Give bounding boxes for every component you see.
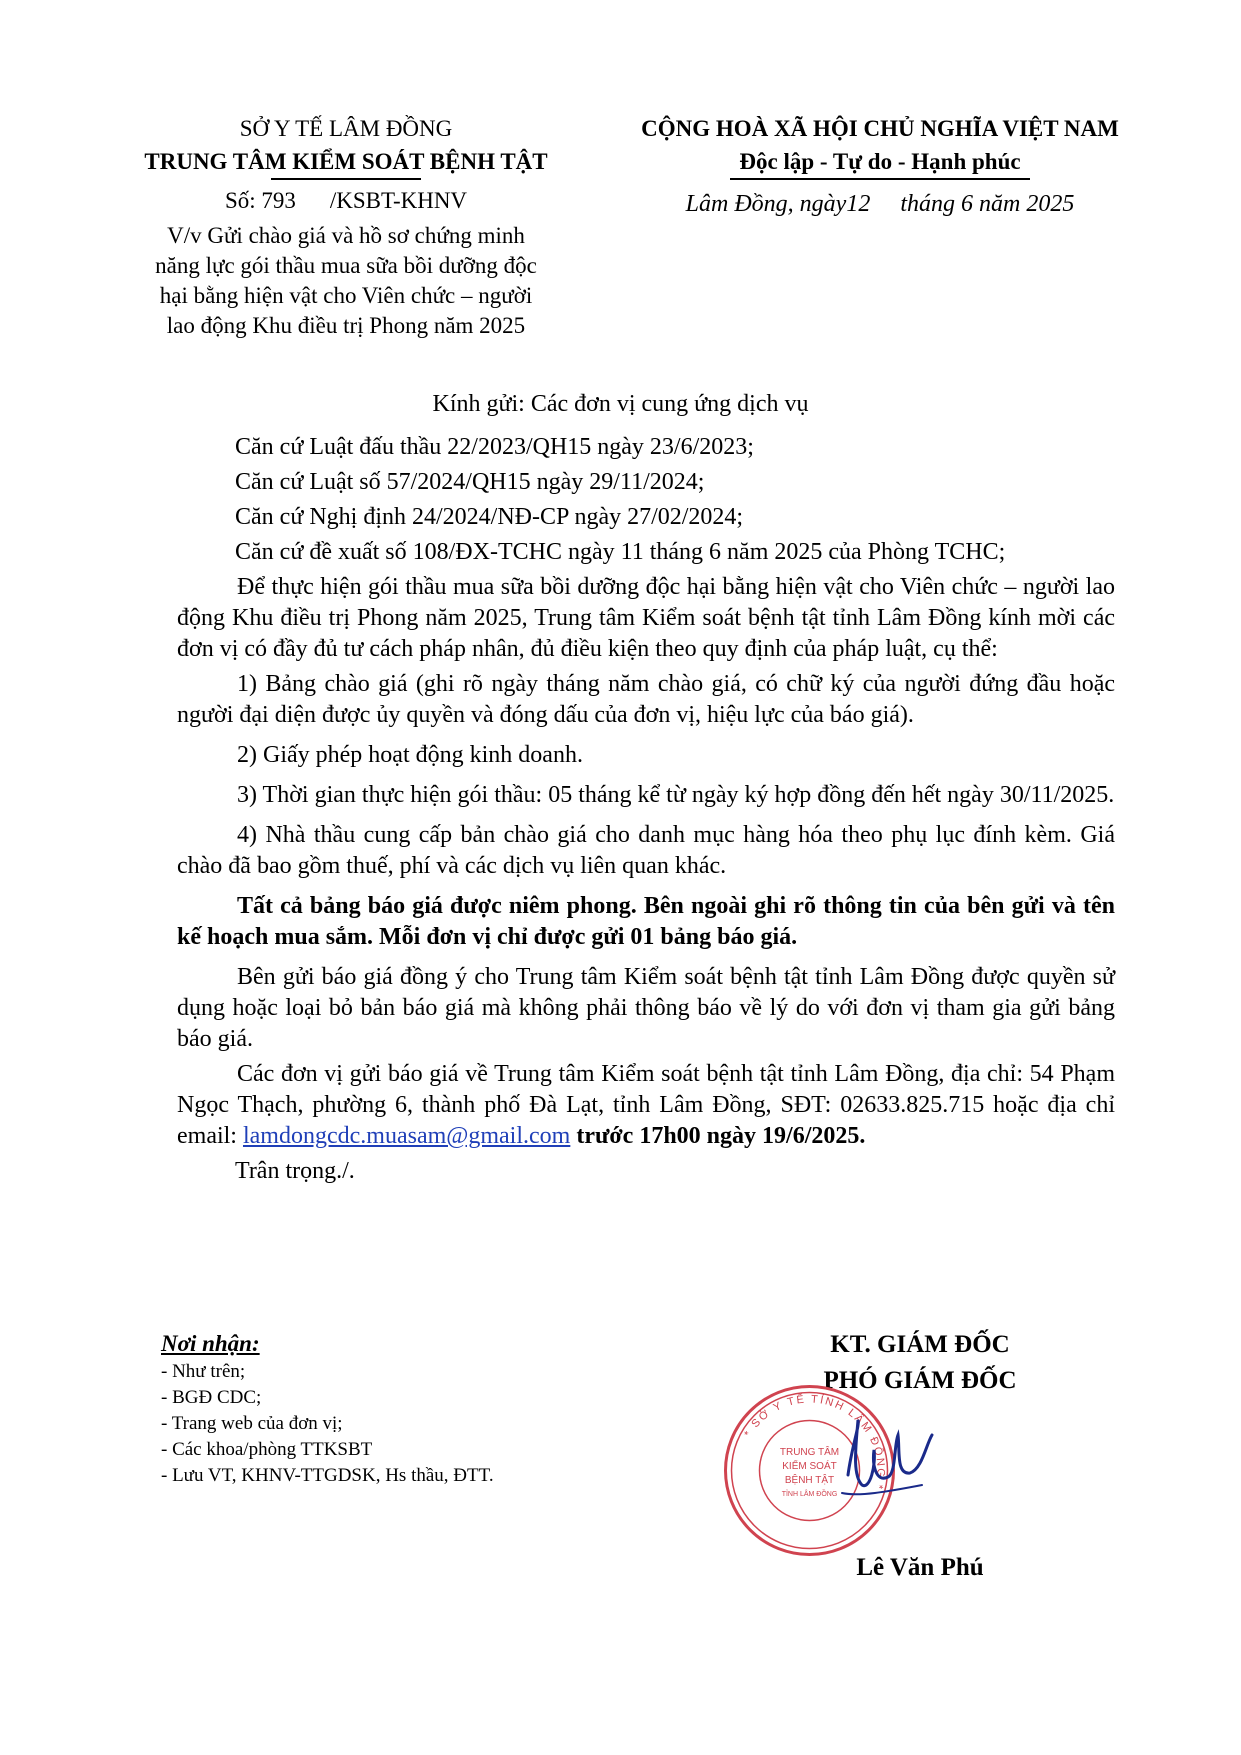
signer-title-2: PHÓ GIÁM ĐỐC bbox=[823, 1367, 1017, 1394]
recipients-block bbox=[161, 1329, 621, 1489]
svg-text:KIỂM SOÁT: KIỂM SOÁT bbox=[782, 1461, 837, 1472]
date-rest: tháng 6 năm 2025 bbox=[900, 191, 1075, 217]
closing-line: Trân trọng./. bbox=[235, 1158, 355, 1184]
address-text: Các đơn vị gửi báo giá về Trung tâm Kiểm soát bệnh tật tỉnh Lâm Đồng, địa chỉ: 54 Phạm Ngọc Thạch, phường 6, thành phố Đà Lạt, tỉnh Lâm Đồng, SĐT: 02633.825.715 hoặc địa chỉ email: bbox=[177, 1061, 1115, 1149]
center-name-underline bbox=[271, 178, 421, 180]
svg-text:TỈNH LÂM ĐỒNG: TỈNH LÂM ĐỒNG bbox=[781, 1491, 838, 1498]
requirement-item: 2) Giấy phép hoạt động kinh doanh. bbox=[237, 742, 583, 768]
nation-title: CỘNG HOÀ XÃ HỘI CHỦ NGHĨA VIỆT NAM bbox=[641, 116, 1119, 141]
recipient-list-item: - Lưu VT, KHNV-TTGDSK, Hs thầu, ĐTT. bbox=[161, 1465, 494, 1486]
requirement-item: 3) Thời gian thực hiện gói thầu: 05 tháng kể từ ngày ký hợp đồng đến hết ngày 30/11/2025. bbox=[237, 782, 1115, 808]
recipient-list-item: - BGĐ CDC; bbox=[161, 1387, 262, 1408]
document-date bbox=[600, 188, 1160, 221]
basis-item: Căn cứ Luật đấu thầu 22/2023/QH15 ngày 23/6/2023; bbox=[235, 434, 754, 460]
deadline-text: trước 17h00 ngày 19/6/2025. bbox=[576, 1123, 866, 1149]
nation-motto: Độc lập - Tự do - Hạnh phúc bbox=[739, 149, 1021, 174]
intro-paragraph: Để thực hiện gói thầu mua sữa bồi dưỡng độc hại bằng hiện vật cho Viên chức – người lao động Khu điều trị Phong năm 2025, Trung tâm Kiểm soát bệnh tật tỉnh Lâm Đồng kính mời các đơn vị có đầy đủ tư cách pháp nhân, đủ điều kiện theo quy định của pháp luật, cụ thể: bbox=[177, 574, 1115, 662]
recipients-title: Nơi nhận: bbox=[161, 1331, 260, 1356]
date-place: Lâm Đồng, ngày bbox=[685, 191, 847, 217]
agency-name: SỞ Y TẾ LÂM ĐỒNG bbox=[239, 116, 453, 141]
document-subject: V/v Gửi chào giá và hồ sơ chứng minh năng lực gói thầu mua sữa bồi dưỡng độc hại bằng hiện vật cho Viên chức – người lao động Khu điều trị Phong năm 2025 bbox=[155, 223, 537, 338]
recipient-list-item: - Các khoa/phòng TTKSBT bbox=[161, 1439, 373, 1460]
basis-item: Căn cứ Nghị định 24/2024/NĐ-CP ngày 27/02/2024; bbox=[235, 504, 744, 530]
recipient-list-item: - Trang web của đơn vị; bbox=[161, 1413, 343, 1434]
email-link[interactable]: lamdongcdc.muasam@gmail.com bbox=[242, 1123, 571, 1149]
document-number-prefix: Số: 793 bbox=[224, 188, 296, 213]
svg-text:BỆNH TẬT: BỆNH TẬT bbox=[784, 1475, 835, 1486]
basis-item: Căn cứ đề xuất số 108/ĐX-TCHC ngày 11 tháng 6 năm 2025 của Phòng TCHC; bbox=[235, 539, 1006, 565]
svg-text:TRUNG TÂM: TRUNG TÂM bbox=[779, 1447, 840, 1458]
requirement-item: 4) Nhà thầu cung cấp bản chào giá cho danh mục hàng hóa theo phụ lục đính kèm. Giá chào đã bao gồm thuế, phí và các dịch vụ liên quan khác. bbox=[177, 822, 1115, 879]
requirement-item: 1) Bảng chào giá (ghi rõ ngày tháng năm chào giá, có chữ ký của người đứng đầu hoặc người đại diện được ủy quyền và đóng dấu của đơn vị, hiệu lực của báo giá). bbox=[177, 671, 1115, 728]
document-number bbox=[118, 184, 574, 217]
signer-title-1: KT. GIÁM ĐỐC bbox=[830, 1331, 1010, 1358]
address-paragraph bbox=[177, 1059, 1115, 1152]
center-name: TRUNG TÂM KIỂM SOÁT BỆNH TẬT bbox=[144, 149, 548, 174]
svg-text:* SỞ Y TẾ TỈNH LÂM ĐỒNG *: * SỞ Y TẾ TỈNH LÂM ĐỒNG * bbox=[742, 1393, 887, 1492]
recipient-line: Kính gửi: Các đơn vị cung ứng dịch vụ bbox=[432, 391, 809, 417]
header-left bbox=[118, 112, 574, 341]
document-body bbox=[177, 432, 1115, 1196]
consent-paragraph: Bên gửi báo giá đồng ý cho Trung tâm Kiểm soát bệnh tật tỉnh Lâm Đồng được quyền sử dụng hoặc loại bỏ bản báo giá mà không phải thông báo về lý do với đơn vị tham gia gửi bảng báo giá. bbox=[177, 964, 1115, 1052]
date-day: 12 bbox=[846, 191, 871, 217]
handwritten-signature bbox=[830, 1405, 950, 1515]
signer-name: Lê Văn Phú bbox=[856, 1554, 984, 1581]
recipient-list-item: - Như trên; bbox=[161, 1361, 246, 1382]
header-right bbox=[600, 112, 1160, 221]
sealed-notice: Tất cả bảng báo giá được niêm phong. Bên ngoài ghi rõ thông tin của bên gửi và tên kế hoạch mua sắm. Mỗi đơn vị chỉ được gửi 01 bảng báo giá. bbox=[177, 893, 1115, 950]
motto-underline bbox=[730, 178, 1030, 180]
document-number-suffix: /KSBT-KHNV bbox=[329, 188, 468, 213]
basis-item: Căn cứ Luật số 57/2024/QH15 ngày 29/11/2024; bbox=[235, 469, 705, 495]
